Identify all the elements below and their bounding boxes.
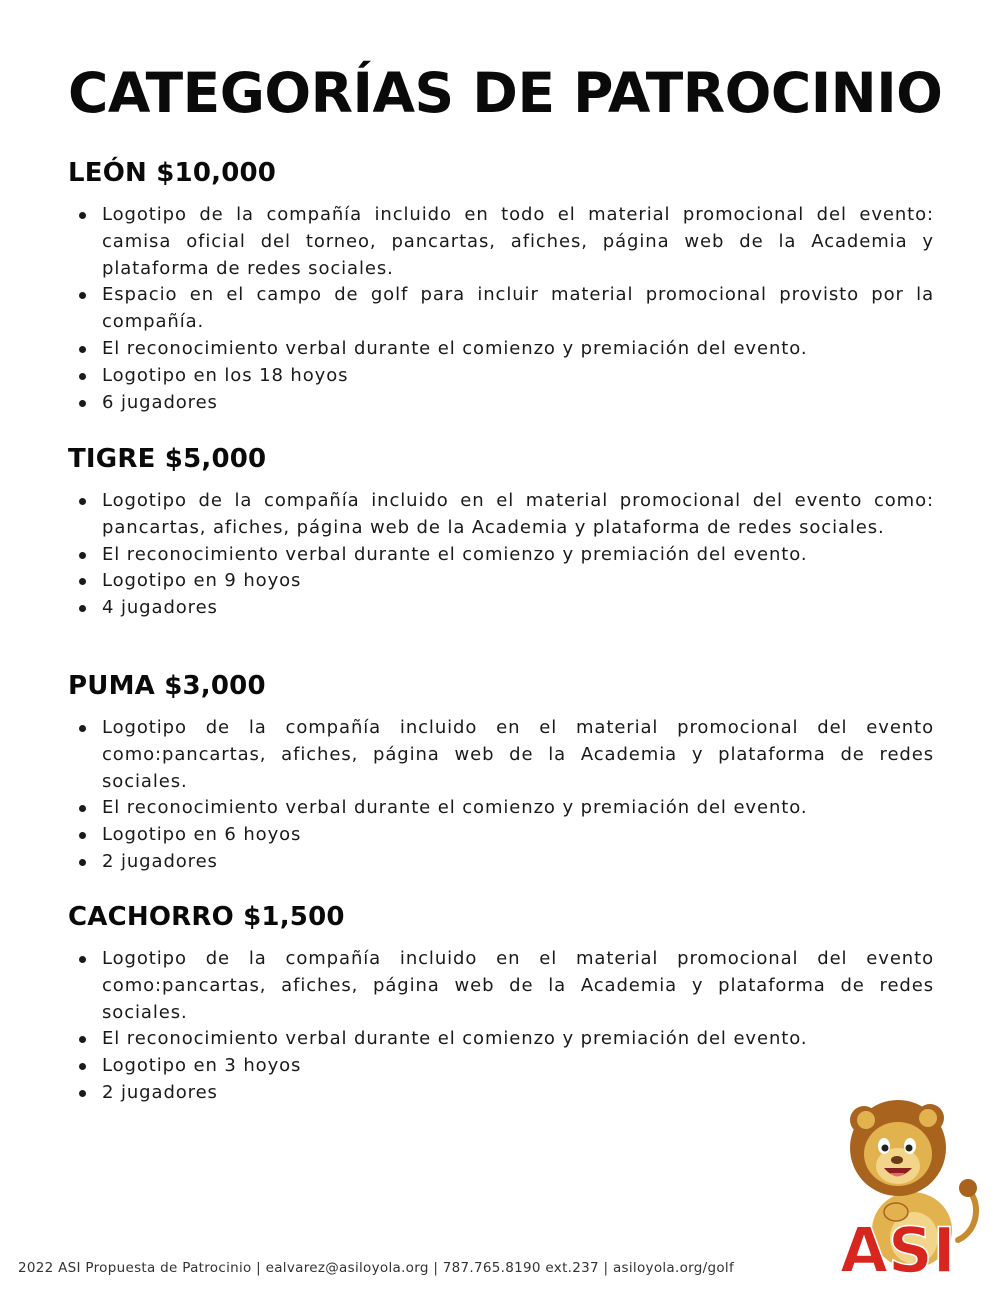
list-item: Logotipo de la compañía incluido en todo el material promocional del evento: camisa oficial del torneo, pancartas, afiches, página web de la Academia y plataforma de redes sociales. <box>68 202 934 282</box>
list-item: 4 jugadores <box>68 595 934 622</box>
list-item: Logotipo de la compañía incluido en el material promocional del evento como:pancartas, afiches, página web de la Academia y plataforma de redes sociales. <box>68 946 934 1026</box>
list-item: 6 jugadores <box>68 390 934 417</box>
benefit-list <box>68 715 938 876</box>
list-item: Logotipo de la compañía incluido en el material promocional del evento como: pancartas, afiches, página web de la Academia y plataforma de redes sociales. <box>68 488 934 542</box>
benefit-list <box>68 202 938 416</box>
benefit-list <box>68 488 938 622</box>
list-item: 2 jugadores <box>68 849 934 876</box>
list-item: Espacio en el campo de golf para incluir material promocional provisto por la compañía. <box>68 282 934 336</box>
list-item: Logotipo en los 18 hoyos <box>68 363 934 390</box>
lion-mascot-icon <box>830 1090 990 1280</box>
section-leon <box>68 156 938 416</box>
section-tigre <box>68 442 938 622</box>
section-heading: TIGRE $5,000 <box>68 444 267 474</box>
list-item: Logotipo en 9 hoyos <box>68 568 934 595</box>
list-item: Logotipo en 3 hoyos <box>68 1053 934 1080</box>
section-cachorro <box>68 900 938 1107</box>
list-item: Logotipo en 6 hoyos <box>68 822 934 849</box>
page-title: CATEGORÍAS DE PATROCINIO <box>68 61 943 125</box>
section-heading: LEÓN $10,000 <box>68 158 277 188</box>
section-puma <box>68 669 938 876</box>
section-heading: PUMA $3,000 <box>68 671 266 701</box>
svg-text:ASI: ASI <box>840 1214 956 1280</box>
list-item: Logotipo de la compañía incluido en el material promocional del evento como:pancartas, afiches, página web de la Academia y plataforma de redes sociales. <box>68 715 934 795</box>
list-item: 2 jugadores <box>68 1080 934 1107</box>
list-item: El reconocimiento verbal durante el comienzo y premiación del evento. <box>68 795 934 822</box>
list-item: El reconocimiento verbal durante el comienzo y premiación del evento. <box>68 1026 934 1053</box>
section-heading: CACHORRO $1,500 <box>68 902 345 932</box>
benefit-list <box>68 946 938 1107</box>
list-item: El reconocimiento verbal durante el comienzo y premiación del evento. <box>68 336 934 363</box>
footer-text: 2022 ASI Propuesta de Patrocinio | ealvarez@asiloyola.org | 787.765.8190 ext.237 | asiloyola.org/golf <box>18 1260 735 1276</box>
list-item: El reconocimiento verbal durante el comienzo y premiación del evento. <box>68 542 934 569</box>
